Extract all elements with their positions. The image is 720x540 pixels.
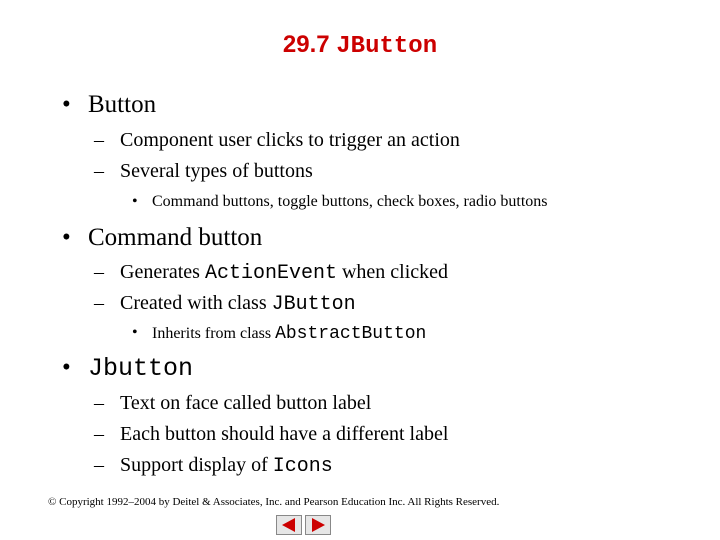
slide-title-number: 29.7 — [282, 31, 330, 58]
sub-bullet — [94, 261, 449, 285]
dash-marker: – — [94, 392, 104, 414]
sub-bullet — [94, 423, 449, 446]
bullet-marker: • — [132, 324, 138, 341]
sub-sub-bullet — [132, 324, 427, 344]
next-slide-icon — [305, 515, 331, 535]
bullet-jbutton — [62, 354, 194, 383]
bullet-marker: • — [62, 91, 71, 118]
code-text: ActionEvent — [204, 262, 337, 285]
dash-marker: – — [94, 160, 104, 182]
sub-bullet — [94, 160, 313, 183]
copyright-footer: © Copyright 1992–2004 by Deitel & Associates, Inc. and Pearson Education Inc. All Rights Reserved. — [48, 496, 500, 508]
bullet-text: Command button — [88, 224, 263, 251]
sub-bullet-text: Several types of buttons — [120, 160, 313, 182]
sub-sub-bullet-text: Command buttons, toggle buttons, check boxes, radio buttons — [152, 193, 548, 210]
code-text: AbstractButton — [275, 324, 427, 344]
code-text: Icons — [272, 455, 333, 478]
sub-bullet — [94, 292, 356, 316]
sub-bullet-text: Component user clicks to trigger an action — [120, 129, 460, 151]
dash-marker: – — [94, 261, 104, 283]
sub-bullet-text-pre: Support display of — [120, 454, 273, 476]
sub-bullet-text: Each button should have a different label — [120, 423, 449, 445]
bullet-marker: • — [62, 224, 71, 251]
dash-marker: – — [94, 129, 104, 151]
dash-marker: – — [94, 454, 104, 476]
sub-sub-bullet-text-pre: Inherits from class — [152, 325, 276, 342]
sub-sub-bullet — [132, 193, 548, 211]
bullet-marker: • — [62, 354, 71, 381]
bullet-button — [62, 91, 157, 119]
sub-bullet-text-pre: Generates — [120, 261, 205, 283]
slide-title-name: JButton — [336, 33, 438, 60]
slide-title — [0, 31, 720, 60]
dash-marker: – — [94, 292, 104, 314]
bullet-command-button — [62, 224, 263, 252]
bullet-text: Button — [88, 91, 157, 118]
sub-bullet-text-post: when clicked — [336, 261, 449, 283]
bullet-marker: • — [132, 193, 138, 210]
sub-bullet — [94, 129, 460, 152]
previous-slide-button[interactable] — [276, 515, 302, 535]
previous-slide-icon — [276, 515, 302, 535]
sub-bullet-text: Text on face called button label — [120, 392, 372, 414]
code-text: JButton — [271, 293, 356, 316]
bullet-code-text: Jbutton — [88, 354, 194, 383]
sub-bullet-text-pre: Created with class — [120, 292, 272, 314]
sub-bullet — [94, 454, 333, 478]
sub-bullet — [94, 392, 372, 415]
dash-marker: – — [94, 423, 104, 445]
next-slide-button[interactable] — [305, 515, 331, 535]
